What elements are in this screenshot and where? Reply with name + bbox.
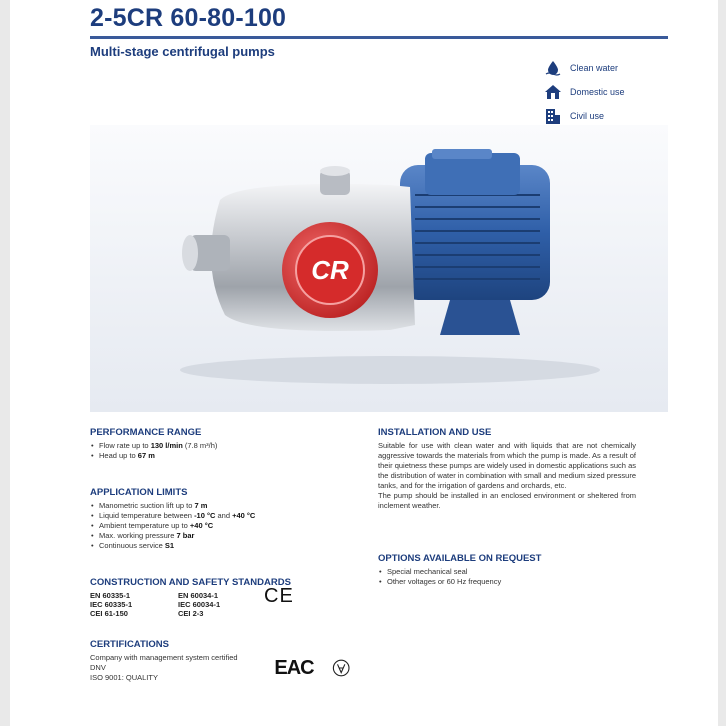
application-heading: APPLICATION LIMITS bbox=[90, 487, 188, 498]
standards-section bbox=[90, 578, 350, 618]
certification-seal-icon bbox=[332, 658, 350, 678]
eac-mark: EAC bbox=[274, 657, 314, 679]
installation-note: The pump should be installed in an enclosed environment or sheltered from inclement weather. bbox=[378, 491, 636, 510]
ce-mark: CE bbox=[264, 585, 294, 607]
performance-section bbox=[90, 428, 340, 461]
usage-label: Civil use bbox=[570, 111, 605, 121]
spec-service: • Continuous service S1 bbox=[99, 541, 340, 551]
usage-item-clean-water bbox=[544, 56, 654, 80]
title-divider bbox=[90, 36, 668, 39]
usage-item-domestic bbox=[544, 80, 654, 104]
spec-pressure: • Max. working pressure 7 bar bbox=[99, 531, 340, 541]
frame-right bbox=[718, 0, 726, 726]
house-icon bbox=[544, 83, 562, 101]
options-section bbox=[378, 554, 638, 587]
building-icon bbox=[544, 107, 562, 125]
cert-line-1: Company with management system certified DNV bbox=[90, 653, 238, 672]
installation-section bbox=[378, 428, 636, 511]
cert-line-2: ISO 9001: QUALITY bbox=[90, 673, 158, 682]
usage-label: Domestic use bbox=[570, 87, 625, 97]
page-subtitle: Multi-stage centrifugal pumps bbox=[90, 44, 275, 59]
standards-list bbox=[90, 591, 258, 618]
datasheet-page bbox=[58, 0, 668, 726]
page-title: 2-5CR 60-80-100 bbox=[90, 4, 287, 32]
installation-text: Suitable for use with clean water and with liquids that are not chemically aggressive towards the materials from which the pump is made. As a result of their quietness these pumps are widely used in domestic applications such as the distribution of water in combination with small and medium sized pressure tanks, and for the irrigation of gardens and orchards, etc. bbox=[378, 441, 636, 490]
application-section bbox=[90, 488, 340, 551]
certifications-section bbox=[90, 640, 350, 683]
spec-liquid-temp: • Liquid temperature between -10 °C and +40 °C bbox=[99, 511, 340, 521]
standards-heading: CONSTRUCTION AND SAFETY STANDARDS bbox=[90, 577, 291, 588]
option-item: • Special mechanical seal bbox=[387, 567, 638, 577]
certifications-heading: CERTIFICATIONS bbox=[90, 639, 169, 650]
spec-suction: • Manometric suction lift up to 7 m bbox=[99, 501, 340, 511]
spec-flow-rate: • Flow rate up to 130 l/min (7.8 m³/h) bbox=[99, 441, 340, 451]
standard-item: EN 60335-1 bbox=[90, 591, 131, 600]
product-photo bbox=[90, 125, 668, 412]
standard-item: CEI 2-3 bbox=[178, 609, 204, 618]
spec-head: • Head up to 67 m bbox=[99, 451, 340, 461]
standard-item: EN 60034-1 bbox=[178, 591, 219, 600]
spec-ambient-temp: • Ambient temperature up to +40 °C bbox=[99, 521, 340, 531]
performance-heading: PERFORMANCE RANGE bbox=[90, 427, 202, 438]
frame-left bbox=[0, 0, 10, 726]
pump-illustration bbox=[90, 125, 668, 412]
standard-item: CEI 61-150 bbox=[90, 609, 128, 618]
pump-badge-text: CR bbox=[311, 255, 349, 285]
options-heading: OPTIONS AVAILABLE ON REQUEST bbox=[378, 553, 542, 564]
water-drop-icon bbox=[544, 59, 562, 77]
usage-list bbox=[544, 56, 654, 128]
installation-heading: INSTALLATION AND USE bbox=[378, 427, 492, 438]
standard-item: IEC 60034-1 bbox=[178, 600, 221, 609]
option-item: • Other voltages or 60 Hz frequency bbox=[387, 577, 638, 587]
usage-label: Clean water bbox=[570, 63, 619, 73]
standard-item: IEC 60335-1 bbox=[90, 600, 133, 609]
